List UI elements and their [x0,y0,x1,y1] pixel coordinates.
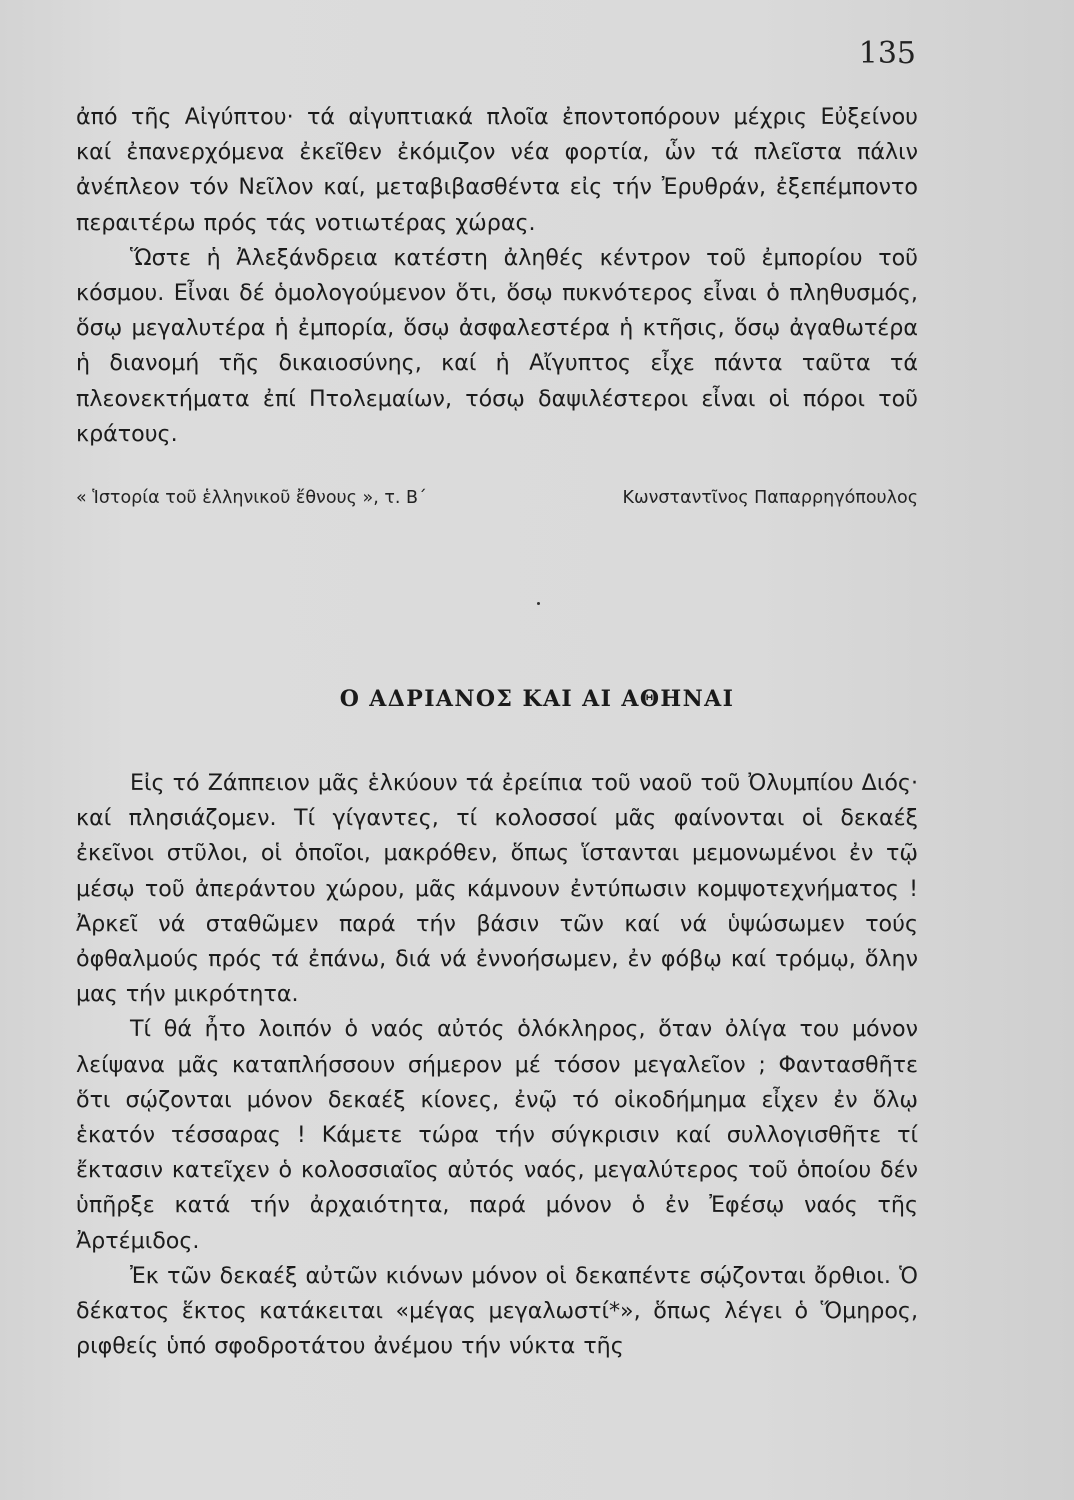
top-text-block [76,100,918,452]
paragraph: Ὥστε ἡ Ἀλεξάνδρεια κατέστη ἀληθές κέντρον τοῦ ἐμπορίου τοῦ κόσμου. Εἶναι δέ ὁμολογούμενον ὅτι, ὅσῳ πυκνότερος εἶναι ὁ πληθυσμός, ὅσῳ μεγαλυτέρα ἡ ἐμπορία, ὅσῳ ἀσφαλεστέρα ἡ κτῆσις, ὅσῳ ἀγαθωτέρα ἡ διανομή τῆς δικαιοσύνης, καί ἡ Αἴγυπτος εἶχε πάντα ταῦτα τά πλεονεκτήματα ἐπί Πτολεμαίων, τόσῳ δαψιλέστεροι εἶναι οἱ πόροι τοῦ κράτους. [76,244,918,447]
source-work: « Ἱστορία τοῦ ἑλληνικοῦ ἔθνους », τ. Β΄ [76,488,427,508]
print-speck [537,602,540,605]
bottom-text-block [76,766,918,1364]
source-citation [76,488,918,518]
paragraph: Εἰς τό Ζάππειον μᾶς ἑλκύουν τά ἐρείπια τοῦ ναοῦ τοῦ Ὀλυμπίου Διός· καί πλησιάζομεν. Τί γίγαντες, τί κολοσσοί μᾶς φαίνονται οἱ δεκαέξ ἐκεῖνοι στῦλοι, οἱ ὁποῖοι, μακρόθεν, ὅπως ἵστανται μεμονωμένοι ἐν τῷ μέσῳ τοῦ ἀπεράντου χώρου, μᾶς κάμνουν ἐντύπωσιν κομψοτεχνήματος ! Ἀρκεῖ νά σταθῶμεν παρά τήν βάσιν τῶν καί νά ὑψώσωμεν τούς ὀφθαλμούς πρός τά ἐπάνω, διά νά ἐννοήσωμεν, ἐν φόβῳ καί τρόμῳ, ὅλην μας τήν μικρότητα. [76,770,918,1008]
page-number: 135 [858,36,916,71]
paragraph: Ἐκ τῶν δεκαέξ αὐτῶν κιόνων μόνον οἱ δεκαπέντε σῴζονται ὄρθιοι. Ὁ δέκατος ἕκτος κατάκειται «μέγας μεγαλωστί*», ὅπως λέγει ὁ Ὅμηρος, ριφθείς ὑπό σφοδροτάτου ἀνέμου τήν νύκτα τῆς [76,1262,918,1360]
paragraph: ἀπό τῆς Αἰγύπτου· τά αἰγυπτιακά πλοῖα ἐποντοπόρουν μέχρις Εὐξείνου καί ἐπανερχόμενα ἐκεῖθεν ἐκόμιζον νέα φορτία, ὧν τά πλεῖστα πάλιν ἀνέπλεον τόν Νεῖλον καί, μεταβιβασθέντα εἰς τήν Ἐρυθράν, ἐξεπέμποντο περαιτέρω πρός τάς νοτιωτέρας χώρας. [76,104,918,236]
source-author: Κωνσταντῖνος Παπαρρηγόπουλος [622,488,918,508]
section-heading: Ο ΑΔΡΙΑΝΟΣ ΚΑΙ ΑΙ ΑΘΗΝΑΙ [339,686,735,712]
paragraph: Τί θά ἦτο λοιπόν ὁ ναός αὐτός ὁλόκληρος, ὅταν ὀλίγα του μόνον λείψανα μᾶς καταπλήσσουν σήμερον μέ τόσον μεγαλεῖον ; Φαντασθῆτε ὅτι σῴζονται μόνον δεκαέξ κίονες, ἐνῷ τό οἰκοδήμημα εἶχεν ἐν ὅλῳ ἑκατόν τέσσαρας ! Κάμετε τώρα τήν σύγκρισιν καί συλλογισθῆτε τί ἔκτασιν κατεῖχεν ὁ κολοσσιαῖος αὐτός ναός, μεγαλύτερος τοῦ ὁποίου δέν ὑπῆρξε κατά τήν ἀρχαιότητα, παρά μόνον ὁ ἐν Ἐφέσῳ ναός τῆς Ἀρτέμιδος. [76,1016,918,1254]
